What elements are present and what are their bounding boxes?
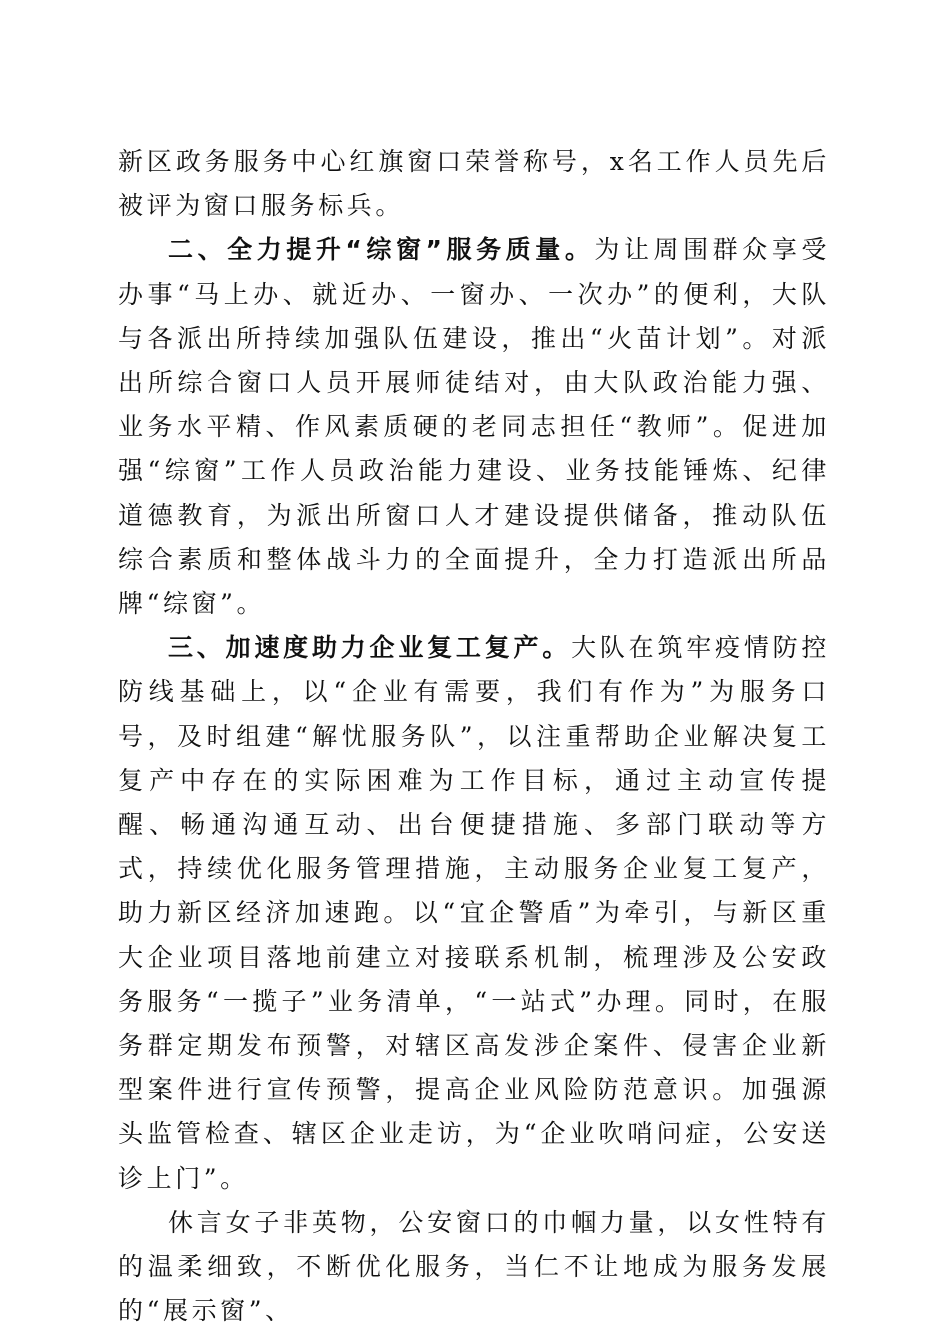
section-heading: 二、全力提升“综窗”服务质量。 (168, 235, 595, 265)
paragraph-text: 为让周围群众享受办事“马上办、就近办、一窗办、一次办”的便利，大队与各派出所持续加强队伍建设，推出“火苗计划”。对派出所综合窗口人员开展师徒结对，由大队政治能力强、业务水平精、作风素质硬的老同志担任“教师”。促进加强“综窗”工作人员政治能力建设、业务技能锤炼、纪律道德教育，为派出所窗口人才建设提供储备，推动队伍综合素质和整体战斗力的全面提升，全力打造派出所品牌“综窗”。 (118, 235, 830, 619)
paragraph-intro-tail (118, 140, 830, 228)
paragraph-section-3 (118, 626, 830, 1201)
paragraph-text: 大队在筑牢疫情防控防线基础上，以“企业有需要，我们有作为”为服务口号，及时组建“解忧服务队”，以注重帮助企业解决复工复产中存在的实际困难为工作目标，通过主动宣传提醒、畅通沟通互动、出台便捷措施、多部门联动等方式，持续优化服务管理措施，主动服务企业复工复产，助力新区经济加速跑。以“宜企警盾”为牵引，与新区重大企业项目落地前建立对接联系机制，梳理涉及公安政务服务“一揽子”业务清单，“一站式”办理。同时，在服务群定期发布预警，对辖区高发涉企案件、侵害企业新型案件进行宣传预警，提高企业风险防范意识。加强源头监管检查、辖区企业走访，为“企业吹哨问症，公安送诊上门”。 (118, 633, 831, 1193)
paragraph-text: 休言女子非英物，公安窗口的巾帼力量，以女性特有的温柔细致，不断优化服务，当仁不让地成为服务发展的“展示窗”、 (118, 1207, 830, 1326)
document-body (118, 140, 830, 1333)
paragraph-text: 新区政务服务中心红旗窗口荣誉称号，x名工作人员先后被评为窗口服务标兵。 (118, 147, 830, 221)
paragraph-section-2 (118, 228, 830, 626)
paragraph-closing (118, 1201, 830, 1334)
section-heading: 三、加速度助力企业复工复产。 (168, 633, 572, 663)
